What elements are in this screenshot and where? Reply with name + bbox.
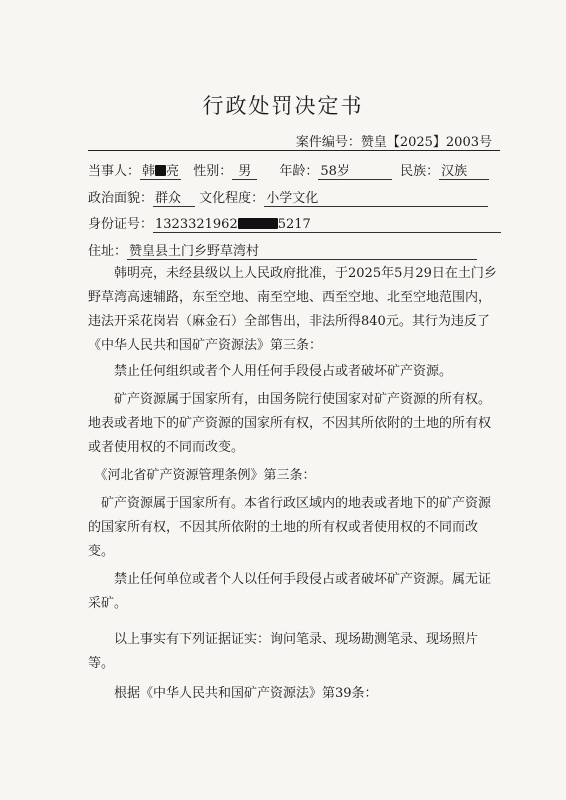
party-politics: 群众 [153, 187, 195, 207]
case-number-label: 案件编号： [295, 135, 361, 150]
party-ethnicity: 汉族 [439, 160, 489, 180]
party-gender: 男 [232, 160, 257, 180]
party-row-id [88, 213, 501, 233]
name-redaction [155, 165, 166, 176]
case-number [296, 131, 492, 150]
id-label: 身份证号： [88, 217, 154, 232]
case-number-value: 赞皇【2025】2003号 [360, 135, 492, 150]
address-label: 住址： [88, 244, 128, 259]
party-address: 赞皇县土门乡野草湾村 [127, 240, 477, 260]
paragraph-ownership: 矿产资源属于国家所有，由国务院行使国家对矿产资源的所有权。地表或者地下的矿产资源的国家所有权，不因其所依附的土地的所有权或者使用权的不同而改变。 [88, 392, 492, 455]
party-name-first: 韩 [142, 164, 156, 179]
party-education: 小学文化 [264, 187, 488, 207]
party-row-address [88, 240, 477, 260]
paragraph-basis: 根据《中华人民共和国矿产资源法》第39条： [88, 686, 378, 701]
document-title: 行政处罚决定书 [202, 94, 364, 118]
ethnicity-label: 民族： [400, 164, 440, 179]
document-body [88, 262, 500, 706]
party-id [153, 217, 501, 233]
paragraph-evidence: 以上事实有下列证据证实：询问笔录、现场勘测笔录、现场照片等。 [88, 632, 479, 671]
politics-label: 政治面貌： [88, 191, 154, 206]
paragraph-law-clause: 禁止任何组织或者个人用任何手段侵占或者破坏矿产资源。 [88, 364, 453, 379]
name-label: 当事人： [88, 164, 141, 179]
party-name-last: 亮 [166, 164, 180, 179]
paragraph-regulation-text: 矿产资源属于国家所有。本省行政区域内的地表或者地下的矿产资源的国家所有权，不因其所依附的土地的所有权或者使用权的不同而改变。 [88, 496, 492, 559]
paragraph-regulation-title: 《河北省矿产资源管理条例》第三条： [88, 468, 316, 483]
party-row-basic [88, 160, 489, 180]
gender-label: 性别： [193, 164, 233, 179]
party-name [140, 160, 181, 180]
party-row-politics [88, 187, 488, 207]
paragraph-prohibition: 禁止任何单位或者个人以任何手段侵占或者破坏矿产资源。属无证采矿。 [88, 572, 492, 611]
id-suffix: 5217 [277, 217, 311, 232]
age-label: 年龄： [279, 164, 319, 179]
header-divider [88, 150, 500, 151]
education-label: 文化程度： [199, 191, 265, 206]
id-redaction [238, 218, 278, 229]
paragraph-facts: 韩明亮，未经县级以上人民政府批准，于2025年5月29日在土门乡野草湾高速辅路，东至空地、南至空地、西至空地、北至空地范围内，违法开采花岗岩（麻金石）全部售出，非法所得840元。其行为违反了《中华人民共和国矿产资源法》第三条： [88, 266, 497, 353]
party-age: 58岁 [318, 160, 392, 180]
id-prefix: 1323321962 [155, 217, 238, 232]
